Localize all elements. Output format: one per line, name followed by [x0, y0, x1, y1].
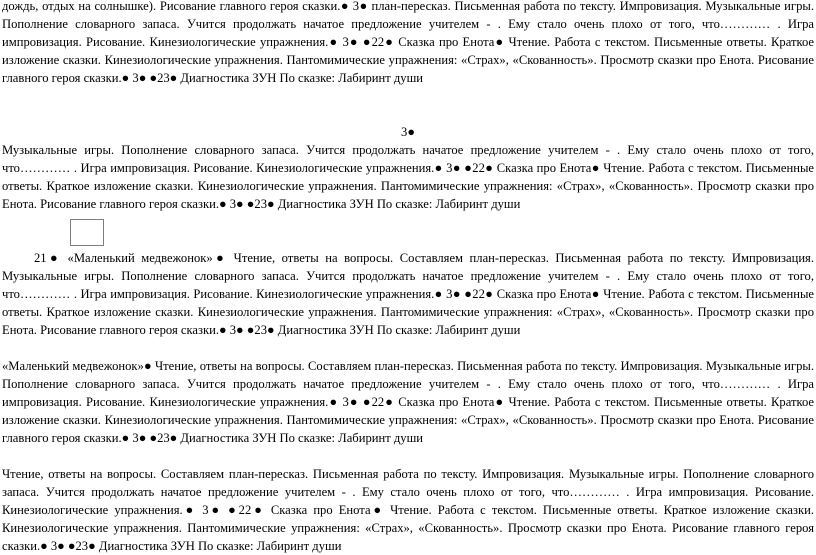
paragraph-2: Музыкальные игры. Пополнение словарного запаса. Учится продолжать начатое предложение учителем - . Ему стало очень плохо от того, что………… . Игра импровизация. Рисование. Кинезиологические упражнения.● 3● ●22● Сказка про Енота● Чтение. Работа с текстом. Письменные ответы. Краткое изложение сказки. Кинезиологические упражнения. Пантомимические упражнения: «Страх», «Скованность». Просмотр сказки про Енота. Рисование главного героя сказки.● 3● ●23● Диагностика ЗУН По сказке: Лабиринт души	[2, 143, 814, 211]
spacer	[2, 339, 814, 357]
paragraph-5: Чтение, ответы на вопросы. Составляем план-пересказ. Письменная работа по тексту. Импровизация. Музыкальные игры. Пополнение словарного запаса. Учится продолжать начатое предложение учителем - . Ему стало очень плохо от того, что………… . Игра импровизация. Рисование. Кинезиологические упражнения.● 3● ●22● Сказка про Енота● Чтение. Работа с текстом. Письменные ответы. Краткое изложение сказки. Кинезиологические упражнения. Пантомимические упражнения: «Страх», «Скованность». Просмотр сказки про Енота. Рисование главного героя сказки.● 3● ●23● Диагностика ЗУН По сказке: Лабиринт души	[2, 467, 814, 553]
spacer	[2, 447, 814, 465]
paragraph-3: 21● «Маленький медвежонок»● Чтение, ответы на вопросы. Составляем план-пересказ. Письменная работа по тексту. Импровизация. Музыкальные игры. Пополнение словарного запаса. Учится продолжать начатое предложение учителем - . Ему стало очень плохо от того, что………… . Игра импровизация. Рисование. Кинезиологические упражнения.● 3● ●22● Сказка про Енота● Чтение. Работа с текстом. Письменные ответы. Краткое изложение сказки. Кинезиологические упражнения. Пантомимические упражнения: «Страх», «Скованность». Просмотр сказки про Енота. Рисование главного героя сказки.● 3● ●23● Диагностика ЗУН По сказке: Лабиринт души	[2, 251, 814, 337]
document-page	[2, 0, 814, 555]
paragraph-1: дождь, отдых на солнышке). Рисование главного героя сказки.● 3● план-пересказ. Письменная работа по тексту. Импровизация. Музыкальные игры. Пополнение словарного запаса. Учится продолжать начатое предложение учителем - . Ему стало очень плохо от того, что………… . Игра импровизация. Рисование. Кинезиологические упражнения.● 3● ●22● Сказка про Енота● Чтение. Работа с текстом. Письменные ответы. Краткое изложение сказки. Кинезиологические упражнения. Пантомимические упражнения: «Страх», «Скованность». Просмотр сказки про Енота. Рисование главного героя сказки.● 3● ●23● Диагностика ЗУН По сказке: Лабиринт души	[2, 0, 814, 85]
image-placeholder	[70, 219, 104, 246]
image-placeholder-row	[2, 213, 814, 249]
section-number: 3●	[401, 125, 415, 139]
spacer	[2, 105, 814, 123]
paragraph-4: «Маленький медвежонок»● Чтение, ответы на вопросы. Составляем план-пересказ. Письменная работа по тексту. Импровизация. Музыкальные игры. Пополнение словарного запаса. Учится продолжать начатое предложение учителем - . Ему стало очень плохо от того, что………… . Игра импровизация. Рисование. Кинезиологические упражнения.● 3● ●22● Сказка про Енота● Чтение. Работа с текстом. Письменные ответы. Краткое изложение сказки. Кинезиологические упражнения. Пантомимические упражнения: «Страх», «Скованность». Просмотр сказки про Енота. Рисование главного героя сказки.● 3● ●23● Диагностика ЗУН По сказке: Лабиринт души	[2, 359, 814, 445]
